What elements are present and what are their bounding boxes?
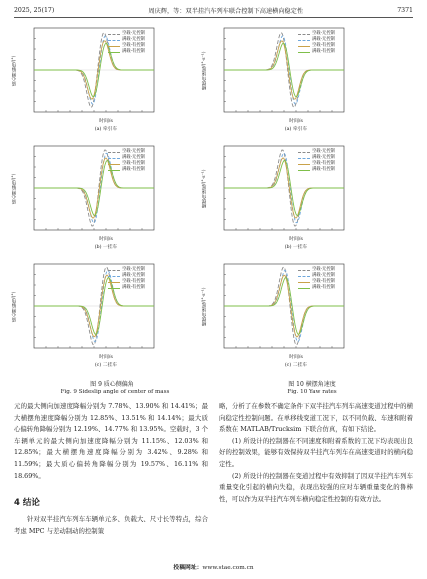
fig9-plot-3	[12, 258, 177, 354]
legend-swatch	[108, 158, 120, 159]
page-header	[14, 4, 413, 16]
fig9-caption-cn: 图 9 质心侧偏角	[90, 381, 134, 388]
legend	[298, 31, 335, 55]
legend-swatch	[298, 52, 310, 53]
legend-label: 空载-无控制	[312, 149, 335, 154]
subfigure-caption: (a) 牵引车	[94, 127, 118, 132]
x-axis-label: 时间/s	[289, 355, 303, 360]
legend-label: 满载-无控制	[312, 37, 335, 42]
y-axis-label: 质心侧偏角/(°)	[12, 291, 17, 323]
legend-swatch	[108, 282, 120, 283]
fig10-plot-2	[202, 140, 367, 236]
legend-label: 空载-无控制	[122, 267, 145, 272]
y-axis-label: 质心侧偏角/(°)	[12, 55, 17, 87]
left-column-text	[14, 401, 208, 482]
fig9-panel-2	[12, 140, 177, 252]
footer-url: www.stae.com.cn	[202, 565, 254, 571]
legend-label: 满载-无控制	[122, 273, 145, 278]
legend-swatch	[298, 170, 310, 171]
legend-label: 空载-无控制	[122, 31, 145, 36]
results-paragraph: 元的最大侧向加速度降幅分别为 7.78%、13.90% 和 14.41%；最大横摆角速度降幅分别为 12.85%、13.51% 和 14.14%；最大质心偏转角降幅分别为 12.19%、14.77% 和 13.95%。空载时，3 个车辆单元的最大侧向加速度降幅分别为 11.15%、12.03% 和 12.85%；最大横摆角速度降幅分别为 3.42%、9.28% 和 11.59%；最大质心偏转角降幅分别为 19.57%、16.11% 和 18.69%。	[14, 402, 208, 480]
legend-swatch	[108, 288, 120, 289]
y-axis-label: 横摆角速度/(°·s⁻¹)	[202, 169, 207, 209]
legend-swatch	[298, 34, 310, 35]
legend-swatch	[298, 282, 310, 283]
section-heading-conclusion: 4 结论	[14, 498, 40, 508]
legend-item	[298, 167, 335, 173]
legend	[298, 149, 335, 173]
legend-label: 空载-无控制	[312, 267, 335, 272]
conclusion-continued: 略，分析了在参数不确定条件下双半挂汽车列车高速变道过程中的横向稳定性控制问题。在单移线变道工况下，以不同负载、车速和附着系数在 MATLAB/Trucksim 下联合仿真，有如下结论。	[219, 402, 413, 434]
x-axis-label: 时间/s	[289, 119, 303, 124]
legend-swatch	[108, 276, 120, 277]
legend-swatch	[108, 270, 120, 271]
legend-label: 空载-有控制	[312, 43, 335, 48]
fig10-panel-2	[202, 140, 367, 252]
legend-label: 空载-有控制	[122, 279, 145, 284]
legend-label: 空载-有控制	[122, 43, 145, 48]
legend-label: 满载-有控制	[312, 167, 335, 172]
fig9-caption-en: Fig. 9 Sideslip angle of center of mass	[60, 389, 170, 395]
legend	[108, 149, 145, 173]
legend	[108, 267, 145, 291]
legend-swatch	[298, 40, 310, 41]
fig10-plot-3	[202, 258, 367, 354]
legend-swatch	[108, 40, 120, 41]
fig10-panel-1	[202, 22, 367, 134]
conclusion-point-1: (1) 所设计的控制器在不同速度和附着系数的工况下均表现出良好的控制效果，能够有效保持双半挂汽车列车在高速变道时的横向稳定性。	[219, 436, 413, 468]
legend-swatch	[298, 270, 310, 271]
legend-item	[298, 285, 335, 291]
legend-swatch	[298, 164, 310, 165]
subfigure-caption: (b) 一挂车	[284, 245, 308, 250]
y-axis-label: 横摆角速度/(°·s⁻¹)	[202, 51, 207, 91]
fig10-plot-1	[202, 22, 367, 118]
y-axis-label: 横摆角速度/(°·s⁻¹)	[202, 287, 207, 327]
subfigure-caption: (c) 二挂车	[284, 363, 308, 368]
subfigure-caption: (a) 牵引车	[284, 127, 308, 132]
subfigure-caption: (c) 二挂车	[94, 363, 118, 368]
legend-label: 满载-有控制	[122, 167, 145, 172]
legend-label: 满载-无控制	[312, 155, 335, 160]
right-column-text	[219, 401, 413, 505]
journal-issue: 2025, 25(17)	[14, 6, 55, 14]
legend-item	[108, 167, 145, 173]
legend-swatch	[108, 52, 120, 53]
left-column-text-2	[14, 514, 208, 537]
legend-swatch	[298, 276, 310, 277]
legend-swatch	[108, 164, 120, 165]
legend-item	[108, 49, 145, 55]
legend-swatch	[298, 158, 310, 159]
legend-swatch	[298, 46, 310, 47]
subfigure-caption: (b) 一挂车	[94, 245, 118, 250]
conclusion-point-2: (2) 所设计的控制器在变道过程中有效抑制了因双半挂汽车列车重量变化引起的横向失稳，表现出较强的应对车辆重量变化的鲁棒性，可以作为双半挂汽车列车横向稳定性控制的有效方法。	[219, 471, 413, 503]
legend-item	[108, 285, 145, 291]
running-title: 周庆辉，等：双半挂汽车列车联合控制下高速横向稳定性	[148, 7, 304, 15]
x-axis-label: 时间/s	[99, 119, 113, 124]
legend-label: 空载-有控制	[122, 161, 145, 166]
legend-label: 空载-无控制	[122, 149, 145, 154]
legend-swatch	[298, 152, 310, 153]
legend-label: 满载-有控制	[122, 285, 145, 290]
legend-label: 空载-有控制	[312, 279, 335, 284]
fig9-panel-3	[12, 258, 177, 370]
legend-label: 空载-有控制	[312, 161, 335, 166]
fig9-panel-1	[12, 22, 177, 134]
footer-label: 投稿网址：	[173, 565, 203, 571]
page-number: 7371	[397, 6, 413, 14]
fig10-panel-3	[202, 258, 367, 370]
legend-swatch	[108, 34, 120, 35]
legend-label: 满载-无控制	[122, 155, 145, 160]
legend	[298, 267, 335, 291]
legend-label: 满载-无控制	[312, 273, 335, 278]
legend-swatch	[108, 170, 120, 171]
fig10-caption-en: Fig. 10 Yaw rates	[287, 389, 337, 395]
header-rule	[14, 17, 413, 18]
page-footer	[0, 562, 427, 571]
fig9-plot-2	[12, 140, 177, 236]
y-axis-label: 质心侧偏角/(°)	[12, 173, 17, 205]
legend-label: 满载-有控制	[122, 49, 145, 54]
legend-label: 满载-无控制	[122, 37, 145, 42]
x-axis-label: 时间/s	[99, 237, 113, 242]
fig9-plot-1	[12, 22, 177, 118]
legend-swatch	[298, 288, 310, 289]
legend	[108, 31, 145, 55]
legend-label: 满载-有控制	[312, 285, 335, 290]
legend-swatch	[108, 152, 120, 153]
fig10-caption-cn: 图 10 横摆角速度	[288, 381, 336, 388]
x-axis-label: 时间/s	[289, 237, 303, 242]
conclusion-intro-paragraph: 针对双半挂汽车列车车辆单元多、负载大、尺寸长等特点，综合考虑 MPC 与差动制动的控制策	[14, 515, 208, 535]
x-axis-label: 时间/s	[99, 355, 113, 360]
legend-swatch	[108, 46, 120, 47]
legend-item	[298, 49, 335, 55]
legend-label: 空载-无控制	[312, 31, 335, 36]
legend-label: 满载-有控制	[312, 49, 335, 54]
